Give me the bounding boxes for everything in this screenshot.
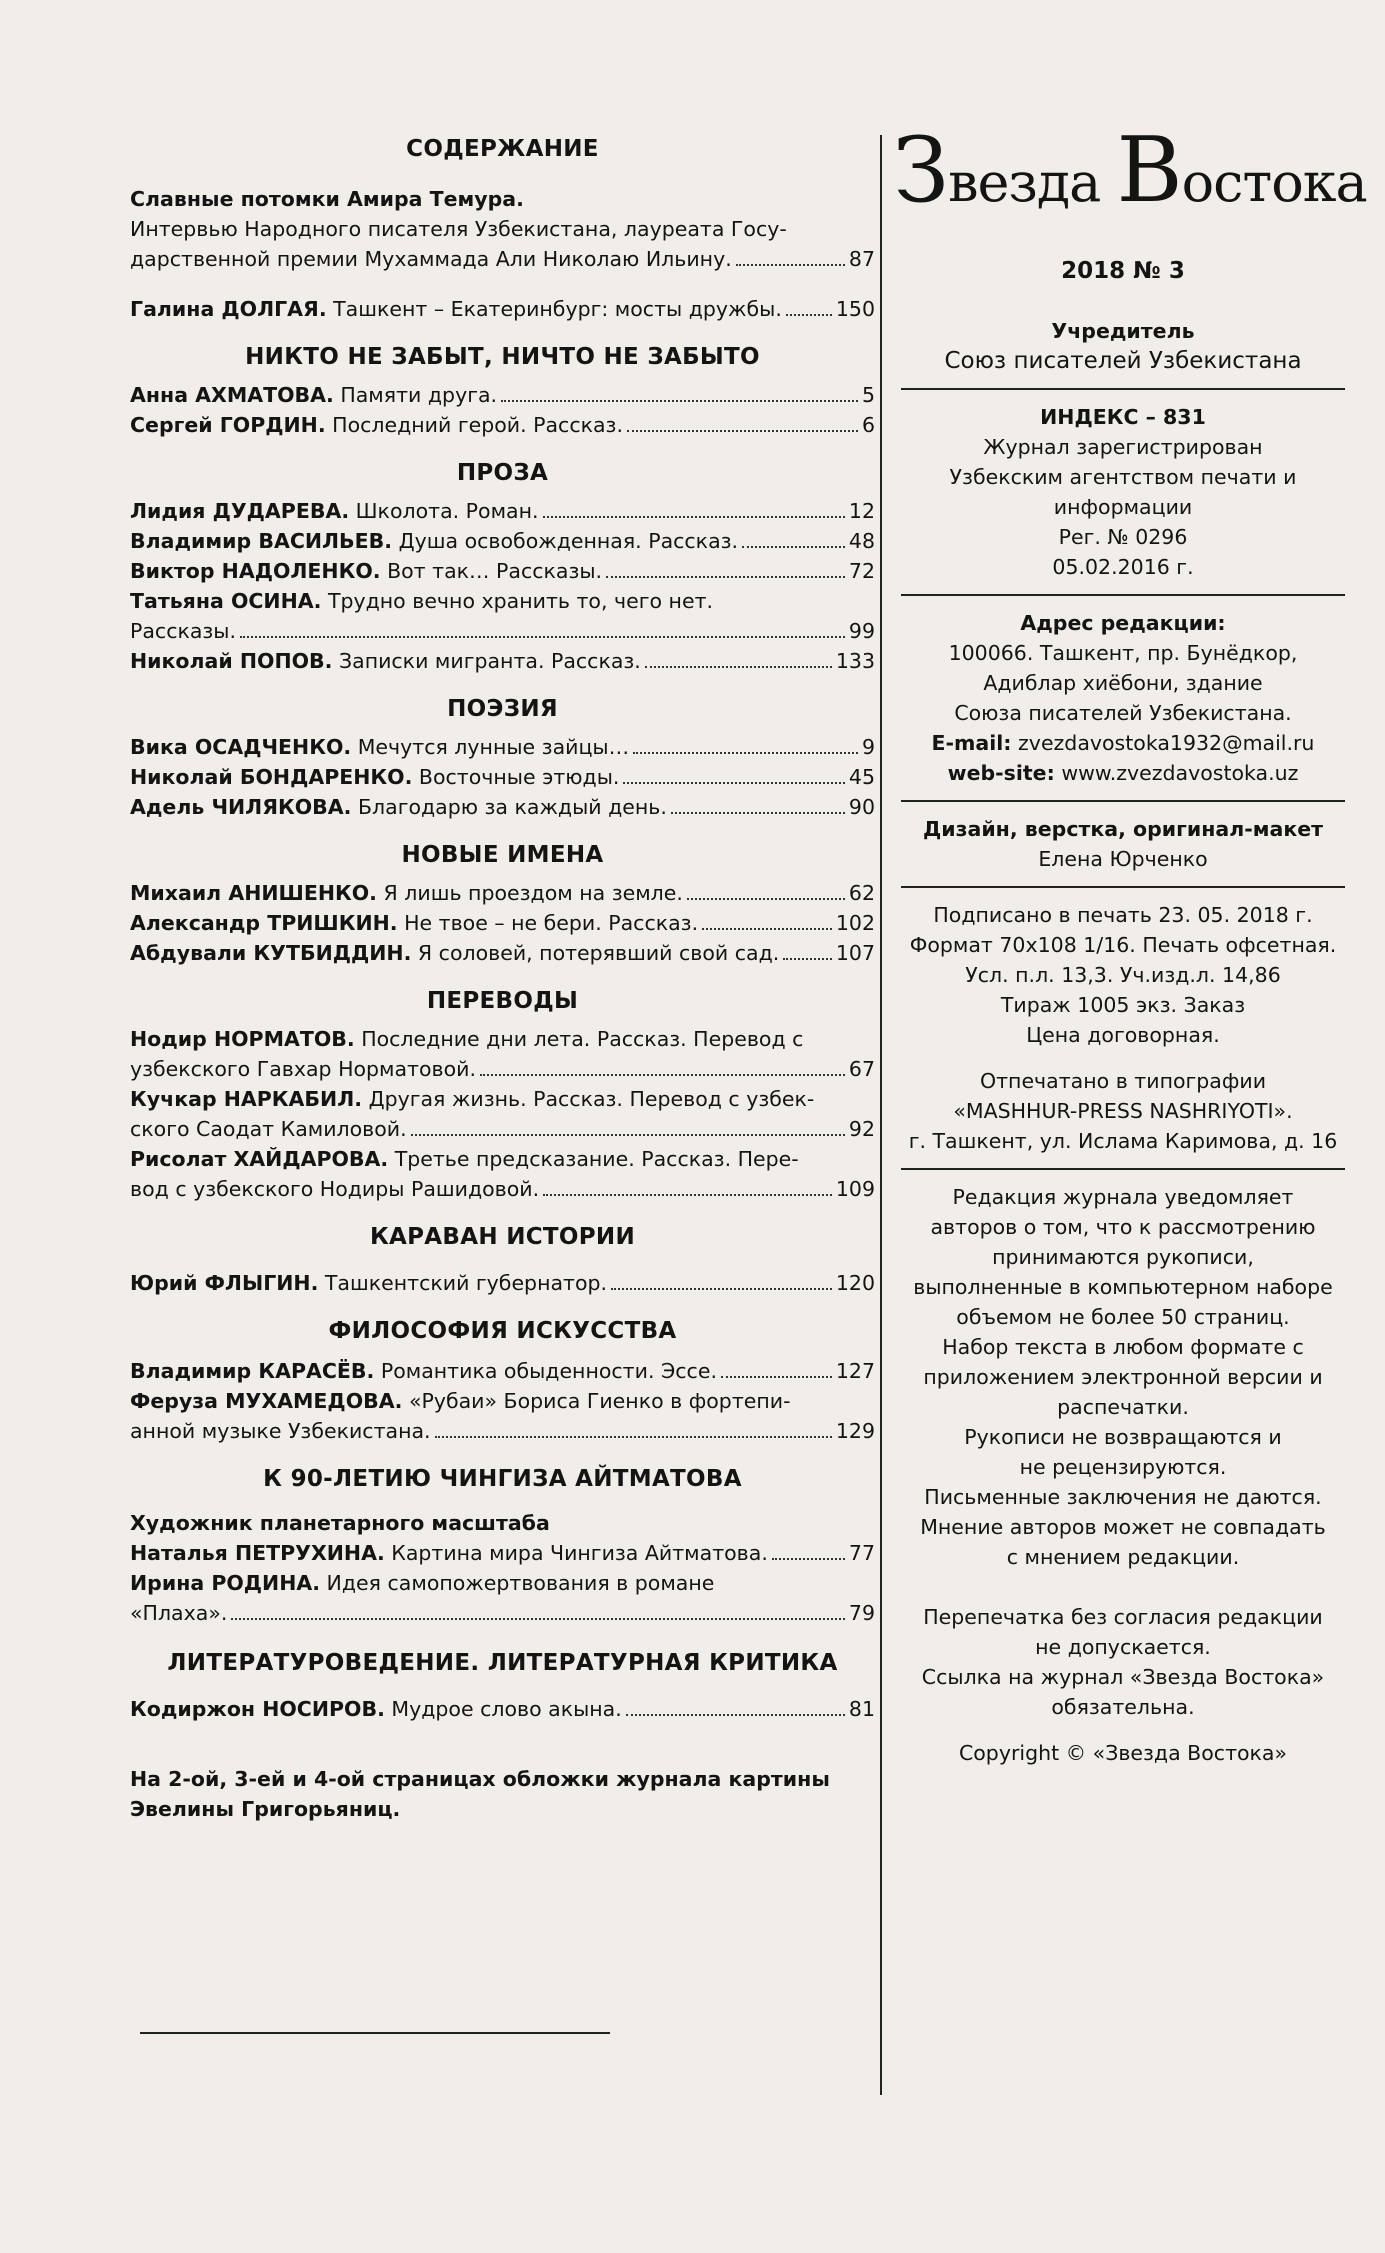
printing-line: Отпечатано в типографии <box>979 1069 1267 1093</box>
note-divider <box>140 2032 610 2034</box>
page-number: 12 <box>848 499 875 523</box>
toc-entry-line1 <box>130 1024 875 1054</box>
page-number: 62 <box>848 881 875 905</box>
page-number: 92 <box>848 1117 875 1141</box>
page-number: 90 <box>848 795 875 819</box>
entry-title: Ташкент – Екатеринбург: мосты дружбы. <box>333 297 782 321</box>
entry-author: Владимир ВАСИЛЬЕВ. <box>130 529 393 553</box>
cover-note-line1: На 2-ой, 3-ей и 4-ой страницах обложки журнала картины <box>130 1767 830 1791</box>
page-number: 6 <box>861 413 875 437</box>
entry-author: Лидия ДУДАРЕВА. <box>130 499 350 523</box>
page-number: 127 <box>835 1359 875 1383</box>
registration-line: информации <box>1053 495 1193 519</box>
page-number: 79 <box>848 1601 875 1625</box>
address-line: 100066. Ташкент, пр. Бунёдкор, <box>948 641 1298 665</box>
entry-title-cont: узбекского Гавхар Норматовой. <box>130 1057 477 1081</box>
toc-entry <box>130 294 875 324</box>
toc-entry <box>130 380 875 410</box>
toc-entry <box>130 616 875 646</box>
email-line: E-mail: zvezdavostoka1932@mail.ru <box>931 731 1315 755</box>
entry-title: Последние дни лета. Рассказ. Перевод с <box>361 1027 804 1051</box>
contents-heading: СОДЕРЖАНИЕ <box>406 136 599 162</box>
entry-author: Юрий ФЛЫГИН. <box>130 1271 319 1295</box>
toc-entry <box>130 244 875 274</box>
page-number: 48 <box>848 529 875 553</box>
registration-line: 05.02.2016 г. <box>1052 555 1194 579</box>
toc-entry <box>130 762 875 792</box>
cover-note-line2: Эвелины Григорьяниц. <box>130 1797 401 1821</box>
entry-title: Восточные этюды. <box>418 765 620 789</box>
entry-author: Александр ТРИШКИН. <box>130 911 398 935</box>
toc-entry <box>130 1538 875 1568</box>
entry-title: Записки мигранта. Рассказ. <box>338 649 641 673</box>
entry-author: Наталья ПЕТРУХИНА. <box>130 1541 385 1565</box>
section-heading: ПЕРЕВОДЫ <box>426 988 579 1014</box>
printing-line: г. Ташкент, ул. Ислама Каримова, д. 16 <box>908 1129 1338 1153</box>
leader-dots <box>633 752 858 754</box>
registration-line: Узбекским агентством печати и <box>949 465 1297 489</box>
website-line: web-site: www.zvezdavostoka.uz <box>947 761 1299 785</box>
section-heading: НИКТО НЕ ЗАБЫТ, НИЧТО НЕ ЗАБЫТО <box>245 344 760 370</box>
toc-entry <box>130 1114 875 1144</box>
page-number: 81 <box>848 1697 875 1721</box>
page-number: 5 <box>861 383 875 407</box>
leader-dots <box>783 958 832 960</box>
leader-dots <box>543 516 845 518</box>
divider <box>901 886 1345 888</box>
printing-line: «MASHHUR-PRESS NASHRIYOTI». <box>953 1099 1293 1123</box>
email-link[interactable]: zvezdavostoka1932@mail.ru <box>1018 731 1315 755</box>
toc-entry <box>130 1598 875 1628</box>
page-number: 150 <box>835 297 875 321</box>
leader-dots <box>786 314 832 316</box>
leader-dots <box>671 812 845 814</box>
section-heading: КАРАВАН ИСТОРИИ <box>369 1224 636 1250</box>
registration-line: Рег. № 0296 <box>1058 525 1188 549</box>
entry-title-cont: «Плаха». <box>130 1601 228 1625</box>
entry-author: Адель ЧИЛЯКОВА. <box>130 795 352 819</box>
entry-author: Виктор НАДОЛЕНКО. <box>130 559 381 583</box>
toc-entry <box>130 1054 875 1084</box>
leader-dots <box>742 546 845 548</box>
leader-dots <box>645 666 832 668</box>
toc-entry <box>130 938 875 968</box>
toc-entry <box>130 1174 875 1204</box>
website-link[interactable]: www.zvezdavostoka.uz <box>1061 761 1299 785</box>
entry-author: Николай БОНДАРЕНКО. <box>130 765 413 789</box>
page-number: 109 <box>835 1177 875 1201</box>
leader-dots <box>721 1376 832 1378</box>
registration-line: Журнал зарегистрирован <box>983 435 1263 459</box>
divider <box>901 594 1345 596</box>
page-number: 45 <box>848 765 875 789</box>
address-label: Адрес редакции: <box>1020 611 1226 635</box>
page-number: 87 <box>848 247 875 271</box>
intro-line2: дарственной премии Мухаммада Али Николаю Ильину. <box>130 247 732 271</box>
entry-title-cont: Рассказы. <box>130 619 237 643</box>
design-label: Дизайн, верстка, оригинал-макет <box>922 817 1324 841</box>
divider <box>901 1168 1345 1170</box>
leader-dots <box>626 1714 845 1716</box>
editorial-notice: Редакция журнала уведомляет авторов о том, что к рассмотрению принимаются рукописи, выполненные в компьютерном наборе объемом не более 50 страниц. Набор текста в любом формате с приложением электронной версии и распечатки. Рукописи не возвращаются и не рецензируются. Письменные заключения не даются. Мнение авторов может не совпадать с мнением редакции. <box>913 1185 1333 1569</box>
table-of-contents <box>130 128 875 1824</box>
page-number: 129 <box>835 1419 875 1443</box>
entry-author: Феруза МУХАМЕДОВА. <box>130 1389 403 1413</box>
entry-title: Мечутся лунные зайцы… <box>357 735 630 759</box>
entry-title: Я лишь проездом на земле. <box>383 881 683 905</box>
entry-author: Владимир КАРАСЁВ. <box>130 1359 375 1383</box>
entry-title: Школота. Роман. <box>355 499 539 523</box>
leader-dots <box>501 400 858 402</box>
entry-title: Третье предсказание. Рассказ. Пере- <box>394 1147 799 1171</box>
page-number: 107 <box>835 941 875 965</box>
print-line: Усл. п.л. 13,3. Уч.изд.л. 14,86 <box>965 963 1281 987</box>
leader-dots <box>543 1194 832 1196</box>
toc-entry-line1 <box>130 1568 875 1598</box>
leader-dots <box>623 782 845 784</box>
entry-author: Нодир НОРМАТОВ. <box>130 1027 355 1051</box>
toc-entry <box>130 496 875 526</box>
entry-title: Благодарю за каждый день. <box>357 795 667 819</box>
entry-author: Михаил АНИШЕНКО. <box>130 881 377 905</box>
entry-author: Кучкар НАРКАБИЛ. <box>130 1087 363 1111</box>
toc-entry <box>130 1694 875 1724</box>
leader-dots <box>231 1618 845 1620</box>
entry-title: «Рубаи» Бориса Гиенко в фортепи- <box>408 1389 791 1413</box>
toc-entry-line1 <box>130 586 875 616</box>
toc-entry-line1 <box>130 1144 875 1174</box>
print-line: Подписано в печать 23. 05. 2018 г. <box>933 903 1313 927</box>
page-number: 120 <box>835 1271 875 1295</box>
leader-dots <box>736 264 845 266</box>
page-number: 99 <box>848 619 875 643</box>
entry-author: Николай ПОПОВ. <box>130 649 333 673</box>
intro-title: Славные потомки Амира Темура. <box>130 187 524 211</box>
toc-entry <box>130 556 875 586</box>
toc-entry <box>130 1268 875 1298</box>
page-number: 9 <box>861 735 875 759</box>
toc-entry <box>130 646 875 676</box>
entry-author: Абдували КУТБИДДИН. <box>130 941 412 965</box>
entry-author: Галина ДОЛГАЯ. <box>130 297 327 321</box>
index: ИНДЕКС – 831 <box>1040 405 1206 429</box>
address-line: Адиблар хиёбони, здание <box>983 671 1263 695</box>
founder: Союз писателей Узбекистана <box>944 348 1302 374</box>
section-heading: ПРОЗА <box>456 460 549 486</box>
entry-author: Татьяна ОСИНА. <box>130 589 322 613</box>
entry-author: Анна АХМАТОВА. <box>130 383 334 407</box>
entry-title: Последний герой. Рассказ. <box>332 413 623 437</box>
leader-dots <box>687 898 845 900</box>
entry-title: Мудрое слово акына. <box>391 1697 622 1721</box>
divider <box>901 388 1345 390</box>
leader-dots <box>606 576 845 578</box>
reprint-notice: Перепечатка без согласия редакции не допускается. Ссылка на журнал «Звезда Востока» обязательна. <box>921 1605 1325 1719</box>
toc-entry <box>130 878 875 908</box>
leader-dots <box>702 928 832 930</box>
copyright: Copyright © «Звезда Востока» <box>958 1741 1288 1765</box>
leader-dots <box>611 1288 832 1290</box>
imprint <box>893 118 1367 1768</box>
entry-title-cont: анной музыке Узбекистана. <box>130 1419 431 1443</box>
entry-author: Сергей ГОРДИН. <box>130 413 326 437</box>
toc-entry <box>130 410 875 440</box>
page-number: 77 <box>848 1541 875 1565</box>
entry-title: Памяти друга. <box>340 383 498 407</box>
founder-label: Учредитель <box>1051 319 1195 343</box>
toc-entry <box>130 792 875 822</box>
page-number: 133 <box>835 649 875 673</box>
issue-number: 2018 № 3 <box>1061 258 1185 284</box>
entry-author: Ирина РОДИНА. <box>130 1571 321 1595</box>
print-line: Тираж 1005 экз. Заказ <box>1000 993 1246 1017</box>
section-heading: ЛИТЕРАТУРОВЕДЕНИЕ. ЛИТЕРАТУРНАЯ КРИТИКА <box>167 1650 838 1676</box>
journal-logo: Звезда Востока <box>893 118 1367 223</box>
toc-entry <box>130 1356 875 1386</box>
page-number: 72 <box>848 559 875 583</box>
entry-title: Душа освобожденная. Рассказ. <box>398 529 739 553</box>
leader-dots <box>240 636 845 638</box>
entry-title-cont: ского Саодат Камиловой. <box>130 1117 407 1141</box>
section-heading: К 90-ЛЕТИЮ ЧИНГИЗА АЙТМАТОВА <box>263 1466 742 1492</box>
entry-title: Ташкентский губернатор. <box>324 1271 608 1295</box>
entry-author: Кодиржон НОСИРОВ. <box>130 1697 385 1721</box>
toc-entry-line1 <box>130 1084 875 1114</box>
toc-entry <box>130 526 875 556</box>
toc-entry-line1 <box>130 1386 875 1416</box>
print-line: Цена договорная. <box>1026 1023 1220 1047</box>
entry-title-cont: вод с узбекского Нодиры Рашидовой. <box>130 1177 540 1201</box>
divider <box>901 800 1345 802</box>
entry-title: Другая жизнь. Рассказ. Перевод с узбек- <box>368 1087 815 1111</box>
address-line: Союза писателей Узбекистана. <box>954 701 1292 725</box>
page-number: 102 <box>835 911 875 935</box>
toc-entry <box>130 908 875 938</box>
entry-title: Я соловей, потерявший свой сад. <box>417 941 780 965</box>
leader-dots <box>627 430 858 432</box>
page-number: 67 <box>848 1057 875 1081</box>
section-heading: НОВЫЕ ИМЕНА <box>401 842 604 868</box>
section-subheading: Художник планетарного масштаба <box>130 1511 550 1535</box>
entry-author: Вика ОСАДЧЕНКО. <box>130 735 352 759</box>
intro-line1: Интервью Народного писателя Узбекистана, лауреата Госу- <box>130 217 787 241</box>
entry-title: Не твое – не бери. Рассказ. <box>404 911 699 935</box>
column-divider <box>880 135 882 2095</box>
leader-dots <box>435 1436 832 1438</box>
entry-title: Вот так… Рассказы. <box>387 559 603 583</box>
designer: Елена Юрченко <box>1038 847 1208 871</box>
toc-entry <box>130 732 875 762</box>
section-heading: ПОЭЗИЯ <box>447 696 558 722</box>
leader-dots <box>480 1074 845 1076</box>
entry-author: Рисолат ХАЙДАРОВА. <box>130 1147 389 1171</box>
print-line: Формат 70х108 1/16. Печать офсетная. <box>909 933 1337 957</box>
section-heading: ФИЛОСОФИЯ ИСКУССТВА <box>328 1318 677 1344</box>
leader-dots <box>772 1558 845 1560</box>
toc-entry <box>130 1416 875 1446</box>
leader-dots <box>411 1134 845 1136</box>
entry-title: Трудно вечно хранить то, чего нет. <box>327 589 714 613</box>
entry-title: Картина мира Чингиза Айтматова. <box>391 1541 768 1565</box>
entry-title: Идея самопожертвования в романе <box>326 1571 715 1595</box>
entry-title: Романтика обыденности. Эссе. <box>380 1359 717 1383</box>
